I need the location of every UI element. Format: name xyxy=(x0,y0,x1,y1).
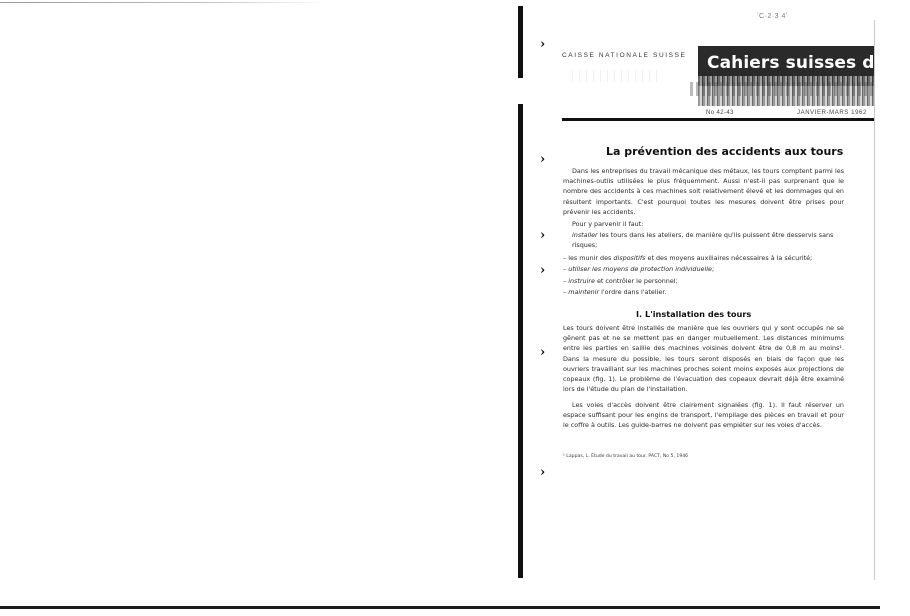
list-item: – les munir des dispositifs et des moyens auxiliaires nécessaires à la sécurité; xyxy=(563,254,813,262)
list-item: – instruire et contrôler le personnel; xyxy=(563,277,678,285)
lead-line: Pour y parvenir il faut: xyxy=(572,220,644,228)
masthead-title: Cahiers suisses de la xyxy=(707,53,910,73)
margin-mark: › xyxy=(540,345,546,360)
margin-mark: › xyxy=(540,465,546,480)
margin-mark: › xyxy=(540,152,546,167)
margin-mark: › xyxy=(540,228,546,243)
list-item: – utiliser les moyens de protection individuelle; xyxy=(563,265,715,273)
page-bottom-edge xyxy=(0,606,880,609)
footnote: ¹ Lappas, L. Étude du travail au tour. PACT, No 5, 1946 xyxy=(563,454,689,459)
top-stamp: ʼC·2·3 4ʼ xyxy=(757,13,788,20)
list-item: installer les tours dans les ateliers, de manière qu'ils puissent être desservis sans risques; xyxy=(572,231,834,250)
section-heading: I. L'installation des tours xyxy=(636,309,752,319)
issue-number: No 42-43 xyxy=(706,110,734,116)
scan-speckles xyxy=(572,70,662,82)
masthead-banner xyxy=(698,46,910,86)
scan-top-edge xyxy=(0,2,330,3)
right-margin-line xyxy=(874,20,875,580)
list-item: – maintenir l'ordre dans l'atelier. xyxy=(563,288,667,296)
issue-date: JANVIER-MARS 1962 xyxy=(797,110,867,116)
section-paragraph-2: Les voies d'accès doivent être clairement signalées (fig. 1). Il faut réserver un espace suffisant pour les engins de transport, l'empilage des pièces en travail et pour le coffre à outils. Les guide-barres ne doivent pas empiéter sur les voies d'accès. xyxy=(563,401,844,430)
margin-mark: › xyxy=(540,37,546,52)
banner-shadow xyxy=(690,82,874,96)
binding-bar-top xyxy=(518,6,523,78)
margin-mark: › xyxy=(540,263,546,278)
section-paragraph: Les tours doivent être installés de manière que les ouvriers qui y sont occupés ne se gênent pas et ne se mettent pas en danger mutuellement. Les distances minimums entre les parties en saillie des machines voisines doivent être de 0,8 m au moins¹. Dans la mesure du possible, les tours seront disposés en biais de façon que les ouvriers travaillant sur les machines proches soient moins exposés aux projections de copeaux (fig. 1). Le problème de l'évacuation des copeaux devrait déjà être examiné lors de l'étude du plan de l'installation. xyxy=(563,324,844,394)
publisher-name: CAISSE NATIONALE SUISSE xyxy=(562,52,687,59)
binding-bar-main xyxy=(518,104,523,578)
article-title: La prévention des accidents aux tours xyxy=(606,145,844,158)
header-rule xyxy=(562,118,874,121)
intro-paragraph: Dans les entreprises du travail mécanique des métaux, les tours comptent parmi les machines-outils utilisées le plus fréquemment. Aussi n'est-il pas surprenant que le nombre des accidents à ces machines soit relativement élevé et les dommages qui en résultent importants. C'est pourquoi toutes les mesures doivent être prises pour prévenir les accidents. xyxy=(563,167,844,216)
